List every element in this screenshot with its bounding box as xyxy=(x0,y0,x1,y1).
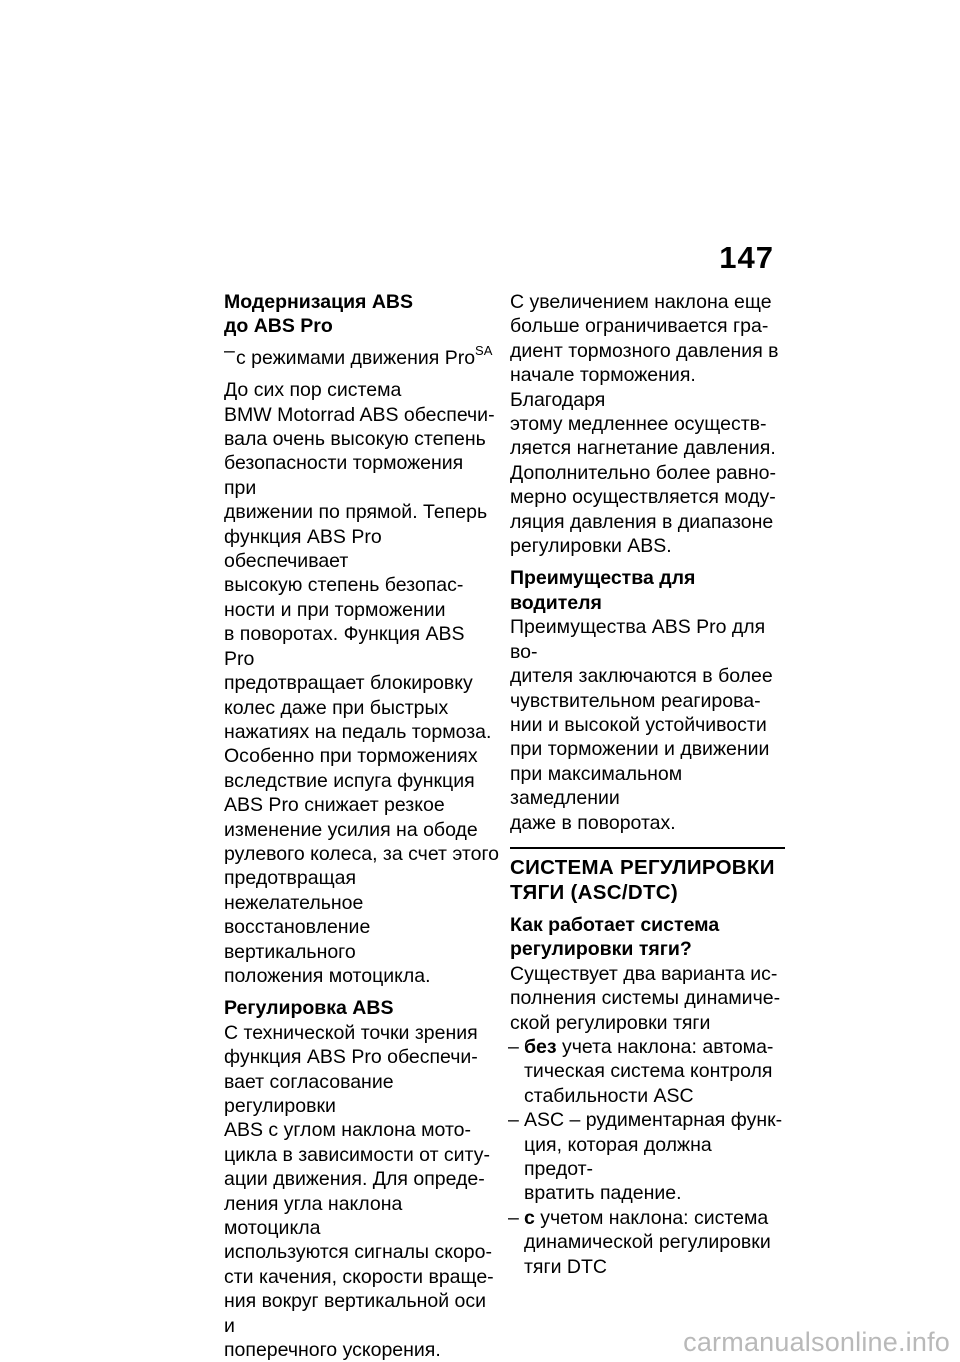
page-number: 147 xyxy=(719,240,774,275)
paragraph-variants: Существует два варианта ис- полнения системы динамиче- ской регулировки тяги xyxy=(510,962,781,1034)
heading-abs-regulation: Регулировка ABS xyxy=(224,997,394,1020)
section-title-traction-control: СИСТЕМА РЕГУЛИРОВКИ ТЯГИ (ASC/DTC) xyxy=(510,855,775,904)
left-column xyxy=(224,290,499,1362)
paragraph-abs-intro: До сих пор система BMW Motorrad ABS обеспечи- вала очень высокую степень безопасности торможения при движении по прямой. Теперь функция ABS Pro обеспечивает высокую степень безопас- ности и при торможении в поворотах. Функция ABS Pro предотвращает блокировку колес даже при быстрых нажатиях на педаль тормоза. Особенно при торможениях вследствие испуга функция ABS Pro снижает резкое изменение усилия на ободе рулевого колеса, за счет этого предотвращая нежелательное восстановление вертикального положения мотоцикла. xyxy=(224,379,499,987)
list-item: – ASC – рудиментарная функ- ция, которая должна предот- вратить падение. xyxy=(508,1109,783,1205)
heading-subline: – с режимами движения Pro$^{SA}$ xyxy=(224,339,493,369)
right-column xyxy=(510,290,785,1279)
sa-superscript: SA xyxy=(475,342,493,358)
paragraph-abs-regulation: С технической точки зрения функция ABS Pro обеспечи- вает согласование регулировки ABS с углом наклона мото- цикла в зависимости от ситу- ации движения. Для опреде- ления угла наклона мотоцикла используются сигналы скоро- сти качения, скорости враще- ния вокруг вертикальной оси и поперечного ускорения. xyxy=(224,1021,494,1362)
watermark: carmanualsonline.info xyxy=(683,1327,950,1357)
list-item: – без учета наклона: автома- тическая система контроля стабильности ASC xyxy=(508,1035,774,1107)
variant-list xyxy=(510,1035,785,1279)
paragraph-pressure-gradient: С увеличением наклона еще больше ограничивается гра- диент тормозного давления в начале торможения. Благодаря этому медленнее осуществ- ляется нагнетание давления. Дополнительно более равно- мерно осуществляется моду- ляция давления в диапазоне регулировки ABS. xyxy=(510,291,779,558)
paragraph-rider-benefits: Преимущества ABS Pro для во- дителя заключаются в более чувствительном реагирова- нии и высокой устойчивости при торможении и движении при максимальном замедлении даже в поворотах. xyxy=(510,616,773,834)
heading-abs-modernization: Модернизация ABS до ABS Pro xyxy=(224,291,414,338)
section-divider xyxy=(510,847,785,849)
heading-how-it-works: Как работает система регулировки тяги? xyxy=(510,913,720,961)
list-item: – с учетом наклона: система динамической регулировки тяги DTC xyxy=(508,1206,771,1278)
heading-rider-benefits: Преимущества для водителя xyxy=(510,567,696,614)
